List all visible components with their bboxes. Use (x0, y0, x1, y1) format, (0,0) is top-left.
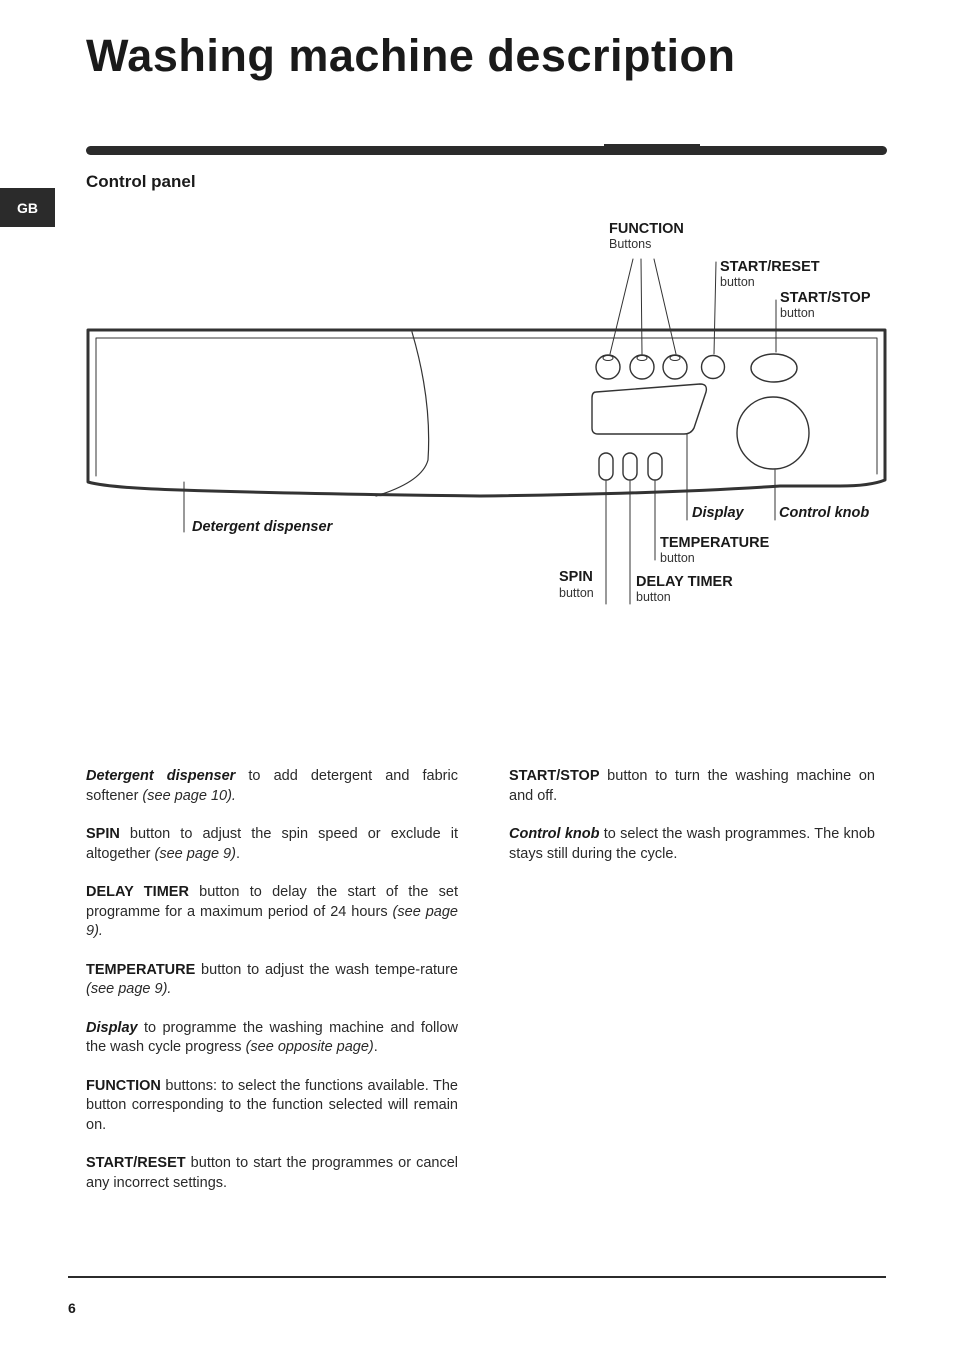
leader-function-1 (610, 259, 633, 354)
label-start-reset-sub: button (720, 275, 755, 289)
label-function: FUNCTION (609, 221, 684, 237)
desc-function: FUNCTION buttons: to select the functions available. The button corresponding to the function selected will remain on. (86, 1077, 458, 1133)
delay-timer-button (623, 453, 637, 480)
label-function-sub: Buttons (609, 237, 652, 251)
desc-delay-timer: DELAY TIMER button to delay the start of the set programme for a maximum period of 24 hours (see page 9). (86, 884, 459, 939)
page-number: 6 (68, 1300, 76, 1316)
label-spin-sub: button (559, 586, 594, 600)
control-panel-diagram (0, 0, 954, 640)
desc-display: Display to programme the washing machine and follow the wash cycle progress (see opposite page). (86, 1019, 458, 1055)
label-control-knob: Control knob (779, 505, 870, 521)
desc-spin: SPIN button to adjust the spin speed or exclude it altogether (see page 9). (86, 826, 458, 862)
function-button-1 (596, 355, 620, 379)
spin-button (599, 453, 613, 480)
function-led-1 (603, 356, 613, 361)
panel-inner (96, 338, 877, 476)
desc-control-knob: Control knob to select the wash programmes. The knob stays still during the cycle. (509, 826, 875, 862)
dispenser-drawer-edge (376, 332, 429, 496)
page-title: Washing machine description (86, 30, 736, 81)
label-temperature: TEMPERATURE (660, 535, 770, 551)
leader-function-2 (641, 259, 642, 354)
label-detergent-dispenser: Detergent dispenser (192, 519, 333, 535)
function-button-2 (630, 355, 654, 379)
display-window (592, 384, 706, 434)
desc-start-reset: START/RESET button to start the programmes or cancel any incorrect settings. (86, 1155, 458, 1191)
label-display: Display (692, 505, 744, 521)
control-knob (737, 397, 809, 469)
label-start-stop: START/STOP (780, 290, 871, 306)
desc-detergent-dispenser: Detergent dispenser to add detergent and fabric softener (see page 10). (86, 768, 458, 804)
temperature-button (648, 453, 662, 480)
label-start-reset: START/RESET (720, 259, 820, 275)
start-stop-button (751, 354, 797, 382)
leader-function-3 (654, 259, 676, 354)
start-reset-button (702, 356, 725, 379)
footer-rule (68, 1276, 886, 1278)
leader-start-reset (714, 262, 716, 354)
language-tab: GB (0, 188, 55, 227)
description-column-right (509, 767, 875, 883)
desc-start-stop: START/STOP button to turn the washing machine on and off. (509, 768, 875, 804)
function-button-3 (663, 355, 687, 379)
function-led-2 (637, 356, 647, 361)
label-delay-timer: DELAY TIMER (636, 574, 733, 590)
label-spin: SPIN (559, 569, 593, 585)
label-temperature-sub: button (660, 551, 695, 565)
label-start-stop-sub: button (780, 306, 815, 320)
desc-temperature: TEMPERATURE button to adjust the wash tempe-rature (see page 9). (86, 961, 458, 997)
function-led-3 (670, 356, 680, 361)
label-delay-timer-sub: button (636, 590, 671, 604)
section-title: Control panel (86, 172, 196, 191)
description-column-left (86, 767, 458, 1212)
